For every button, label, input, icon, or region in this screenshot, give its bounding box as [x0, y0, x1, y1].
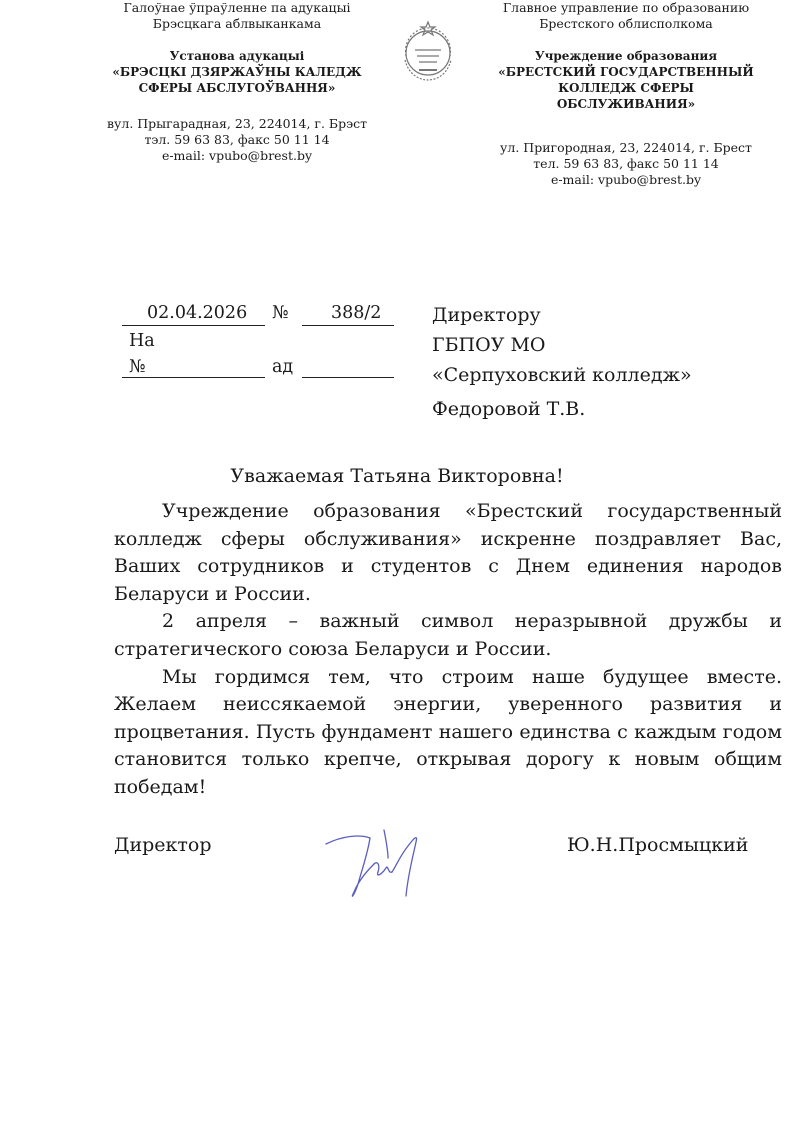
authority-name-be: Галоўнае ўпраўленне па адукацыі	[123, 0, 351, 15]
reply-date-label: ад	[272, 357, 294, 377]
phone-ru: тел. 59 63 83, факс 50 11 14	[533, 156, 719, 171]
letter-body	[114, 498, 782, 802]
authority-region-be: Брэсцкага аблвыканкама	[152, 16, 322, 31]
reply-label: На	[129, 331, 155, 351]
handwritten-signature	[322, 826, 434, 908]
addressee-name: Федоровой Т.В.	[432, 398, 586, 420]
paragraph: 2 апреля – важный символ неразрывной дружбы и стратегического союза Беларуси и России.	[114, 610, 782, 660]
phone-be: тэл. 59 63 83, факс 50 11 14	[144, 132, 330, 147]
authority-name-ru: Главное управление по образованию	[502, 0, 750, 15]
org-name-ru-2: КОЛЛЕДЖ СФЕРЫ ОБСЛУЖИВАНИЯ»	[556, 81, 696, 111]
org-type-ru: Учреждение образования	[534, 49, 718, 63]
paragraph: Мы гордимся тем, что строим наше будущее вместе. Желаем неиссякаемой энергии, уверенного развития и процветания. Пусть фундамент нашего единства с каждым годом становится только крепче, открывая дорогу к новым общим победам!	[114, 665, 782, 798]
org-name-be-2: СФЕРЫ АБСЛУГОЎВАННЯ»	[138, 81, 336, 95]
address-ru: ул. Пригородная, 23, 224014, г. Брест	[500, 140, 752, 155]
org-name-be-1: «БРЭСЦКІ ДЗЯРЖАЎНЫ КАЛЕДЖ	[112, 65, 362, 79]
authority-region-ru: Брестского облисполкома	[539, 16, 713, 31]
reply-number-label: №	[129, 357, 146, 377]
addressee-org-type: ГБПОУ МО	[432, 334, 546, 356]
email-ru: e-mail: vpubo@brest.by	[550, 172, 702, 187]
signatory-position: Директор	[114, 834, 212, 856]
addressee-position: Директору	[432, 304, 541, 326]
address-be: вул. Прыгарадная, 23, 224014, г. Брэст	[106, 116, 368, 131]
org-name-ru-1: «БРЕСТСКИЙ ГОСУДАРСТВЕННЫЙ	[498, 65, 754, 79]
signatory-name: Ю.Н.Просмыцкий	[567, 834, 749, 856]
addressee-org-name: «Серпуховский колледж»	[432, 364, 692, 386]
header-right	[488, 0, 764, 188]
outgoing-number-label: №	[272, 303, 289, 323]
outgoing-number: 388/2	[331, 303, 382, 323]
salutation: Уважаемая Татьяна Викторовна!	[230, 465, 564, 487]
outgoing-date: 02.04.2026	[147, 303, 248, 323]
addressee-block	[432, 300, 692, 424]
email-be: e-mail: vpubo@brest.by	[161, 148, 313, 163]
state-emblem-icon	[395, 20, 461, 84]
org-type-be: Установа адукацыі	[169, 49, 305, 63]
paragraph: Учреждение образования «Брестский государственный колледж сферы обслуживания» искренне поздравляет Вас, Ваших сотрудников и студентов с Днем единения народов Беларуси и России.	[114, 500, 782, 605]
header-left	[95, 0, 379, 164]
